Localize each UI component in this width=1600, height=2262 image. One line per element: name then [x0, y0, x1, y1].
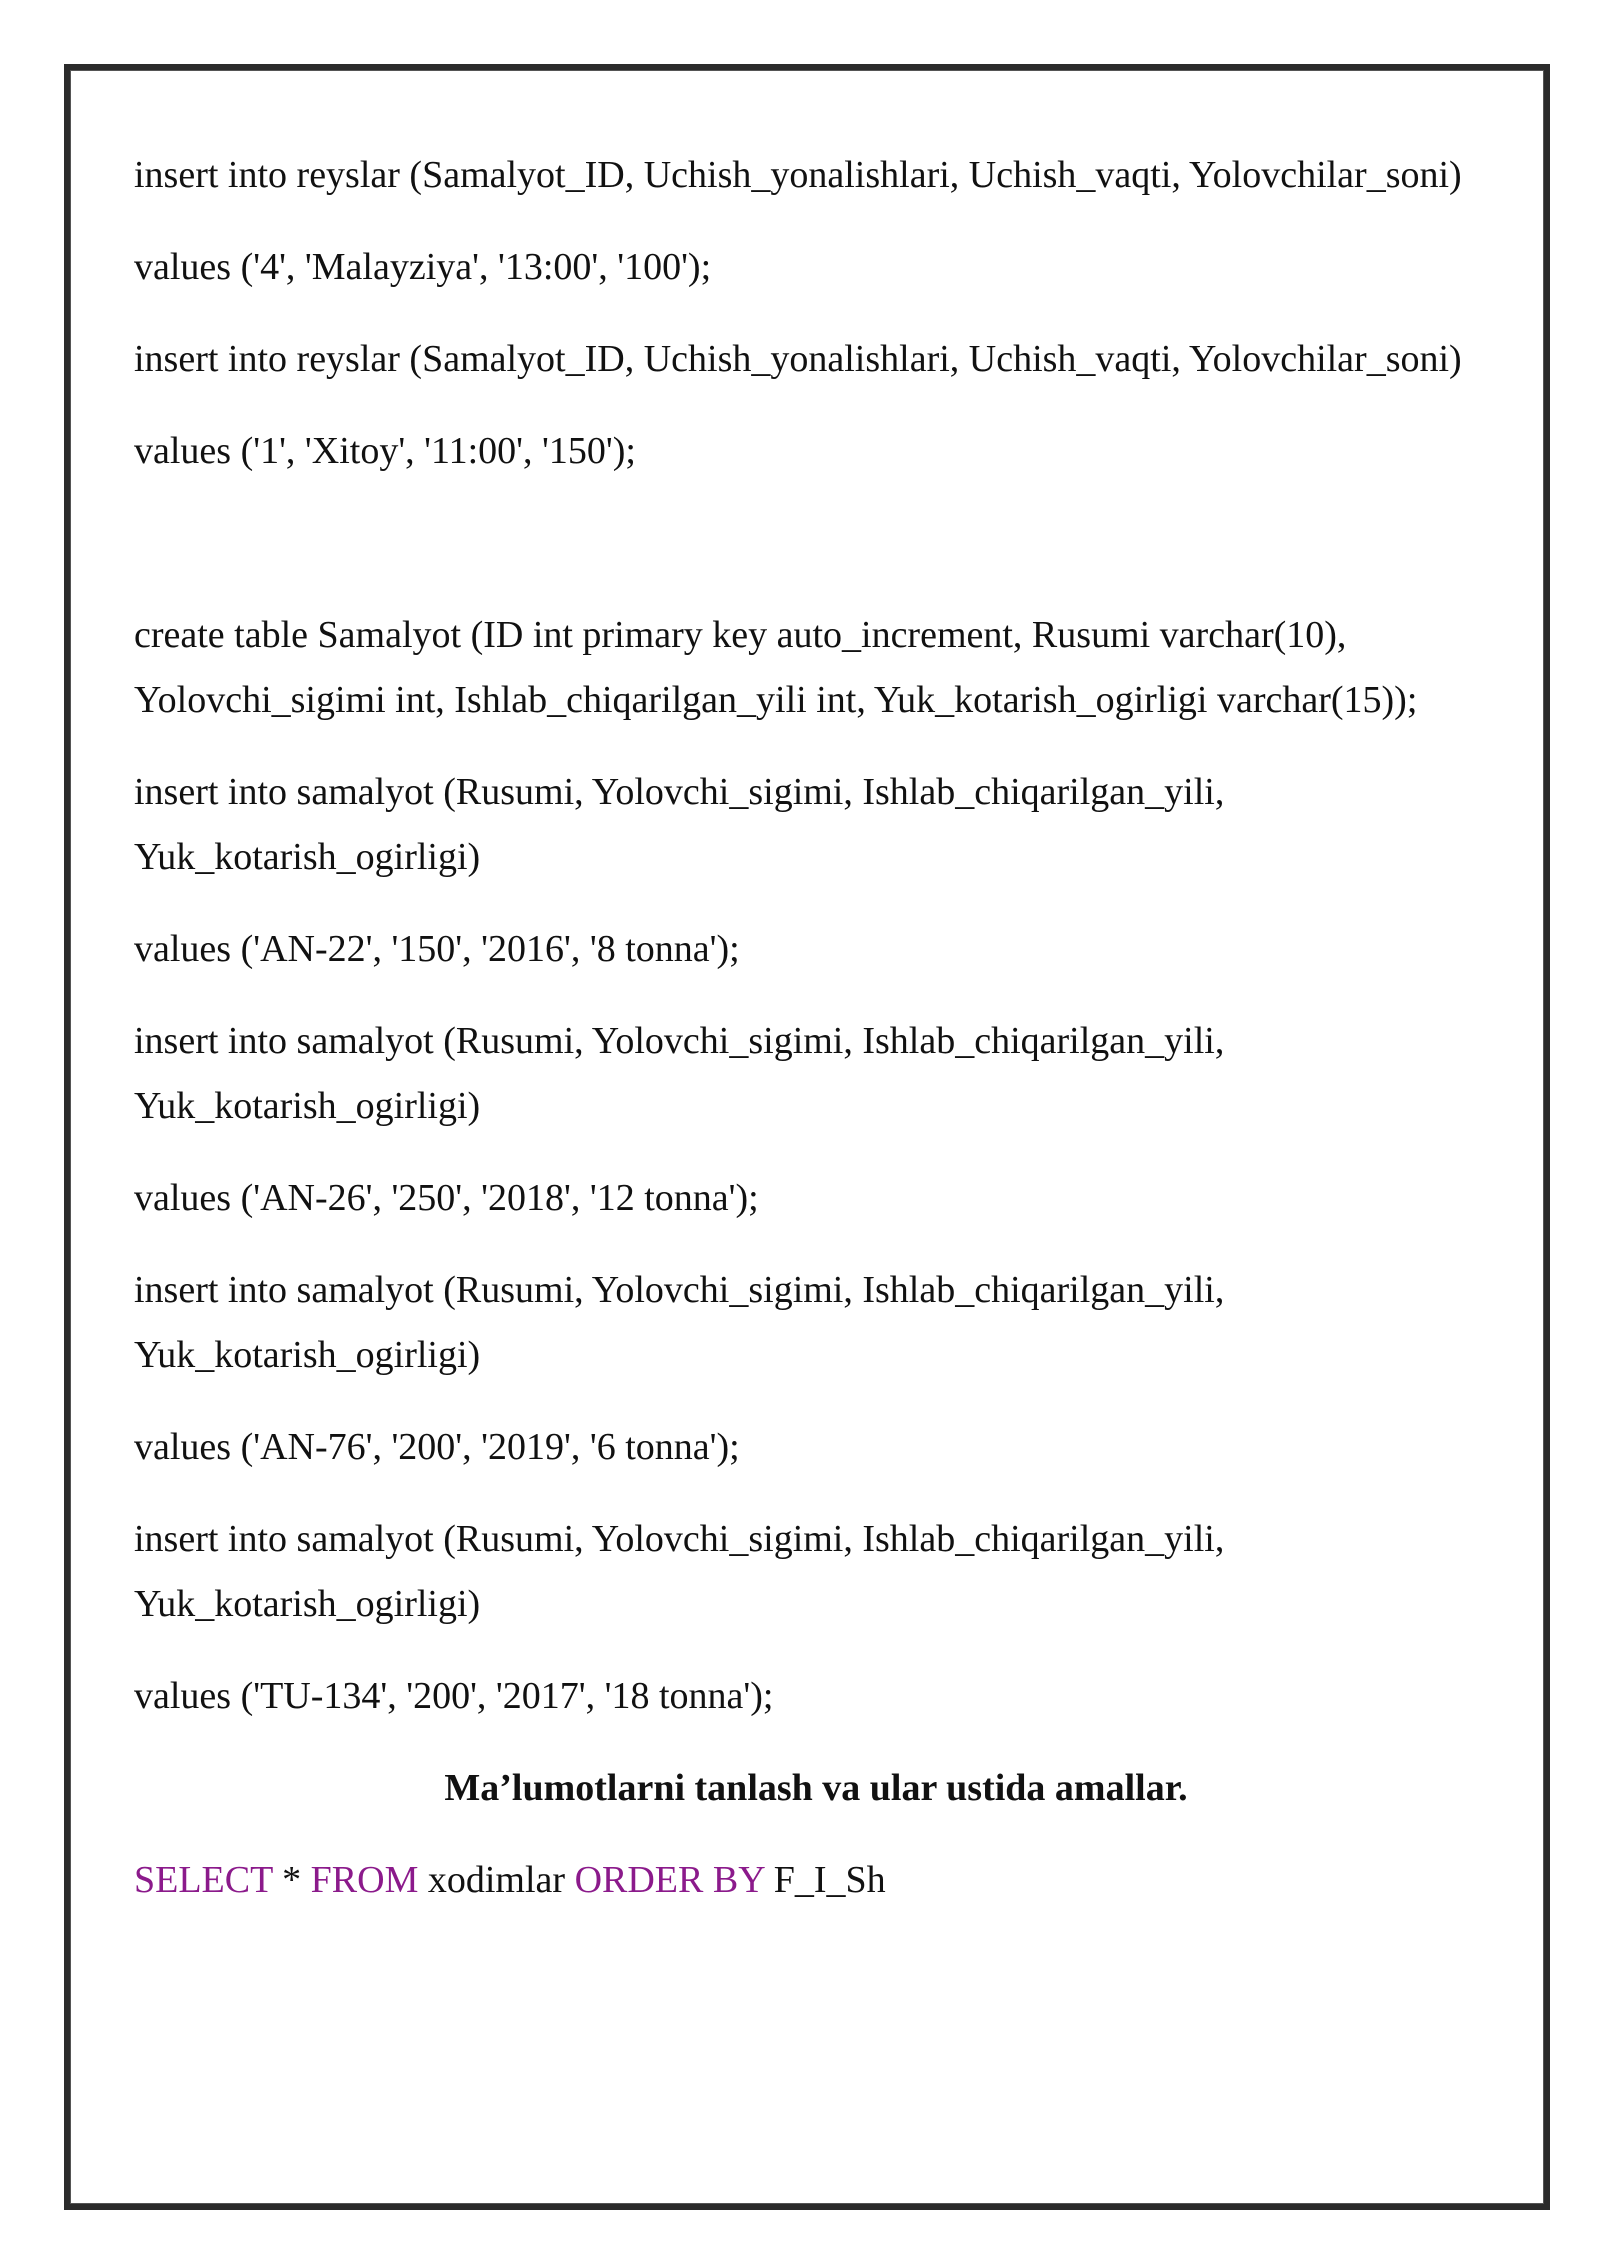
sql-line: Yuk_kotarish_ogirligi)	[134, 1583, 481, 1625]
sql-line: insert into samalyot (Rusumi, Yolovchi_sigimi, Ishlab_chiqarilgan_yili,	[134, 1518, 1225, 1560]
sql-star: *	[272, 1859, 311, 1901]
select-query	[134, 1848, 886, 1912]
sql-keyword-select: SELECT	[134, 1859, 273, 1901]
sql-line: Yuk_kotarish_ogirligi)	[134, 1334, 481, 1376]
sql-line: create table Samalyot (ID int primary key auto_increment, Rusumi varchar(10),	[134, 614, 1347, 656]
sql-line: insert into reyslar (Samalyot_ID, Uchish_yonalishlari, Uchish_vaqti, Yolovchilar_soni)	[134, 338, 1462, 380]
sql-line: insert into reyslar (Samalyot_ID, Uchish_yonalishlari, Uchish_vaqti, Yolovchilar_soni)	[134, 154, 1462, 196]
sql-line: values ('4', 'Malayziya', '13:00', '100');	[134, 246, 712, 288]
sql-column-name: F_I_Sh	[764, 1859, 886, 1901]
sql-line: values ('1', 'Xitoy', '11:00', '150');	[134, 430, 636, 472]
section-heading: Ma’lumotlarni tanlash va ular ustida amallar.	[444, 1767, 1188, 1809]
sql-line: Yuk_kotarish_ogirligi)	[134, 1085, 481, 1127]
sql-line: Yolovchi_sigimi int, Ishlab_chiqarilgan_yili int, Yuk_kotarish_ogirligi varchar(15));	[134, 679, 1418, 721]
sql-keyword-from: FROM	[310, 1859, 419, 1901]
sql-line: values ('AN-76', '200', '2019', '6 tonna');	[134, 1426, 740, 1468]
sql-line: insert into samalyot (Rusumi, Yolovchi_sigimi, Ishlab_chiqarilgan_yili,	[134, 1020, 1225, 1062]
sql-line: values ('AN-26', '250', '2018', '12 tonna');	[134, 1177, 759, 1219]
sql-line: Yuk_kotarish_ogirligi)	[134, 836, 481, 878]
sql-line: values ('AN-22', '150', '2016', '8 tonna');	[134, 928, 740, 970]
sql-line: insert into samalyot (Rusumi, Yolovchi_sigimi, Ishlab_chiqarilgan_yili,	[134, 1269, 1225, 1311]
sql-line: values ('TU-134', '200', '2017', '18 tonna');	[134, 1675, 774, 1717]
sql-keyword-order-by: ORDER BY	[574, 1859, 765, 1901]
sql-table-name: xodimlar	[418, 1859, 575, 1901]
sql-line: insert into samalyot (Rusumi, Yolovchi_sigimi, Ishlab_chiqarilgan_yili,	[134, 771, 1225, 813]
